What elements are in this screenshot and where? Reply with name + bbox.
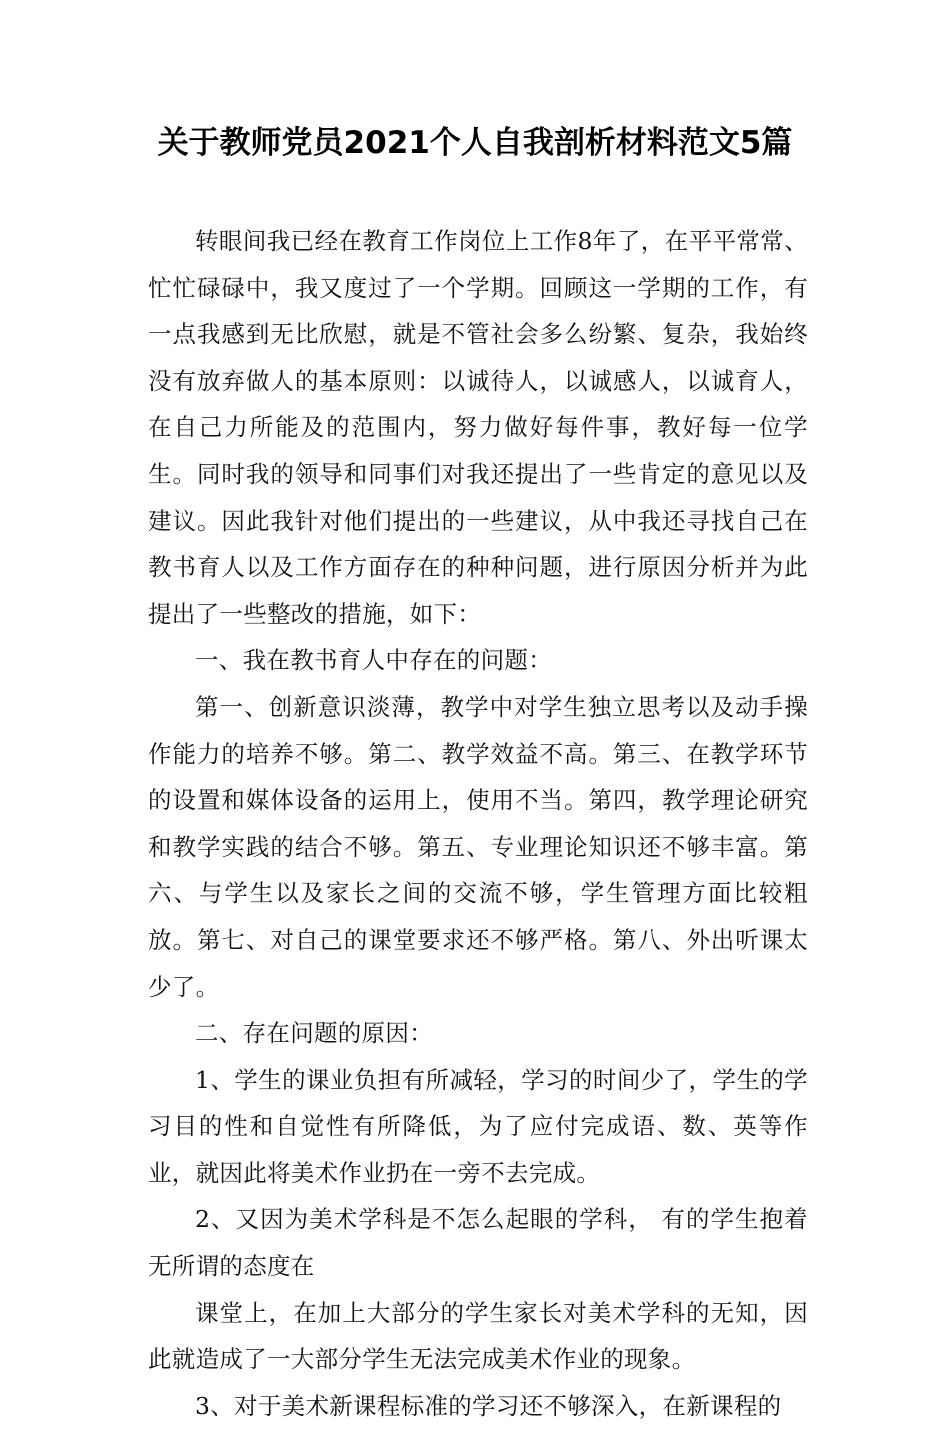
paragraph-cause-2: 2、又因为美术学科是不怎么起眼的学科， 有的学生抱着无所谓的态度在 — [148, 1205, 808, 1281]
paragraph-cause-2-continued: 课堂上，在加上大部分的学生家长对美术学科的无知，因此就造成了一大部分学生无法完成美术作业的现象。 — [148, 1298, 808, 1374]
paragraph-problems-list: 第一、创新意识淡薄，教学中对学生独立思考以及动手操作能力的培养不够。第二、教学效益不高。第三、在教学环节的设置和媒体设备的运用上，使用不当。第四，教学理论研究和教学实践的结合不够。第五、专业理论知识还不够丰富。第六、与学生以及家长之间的交流不够，学生管理方面比较粗放。第七、对自己的课堂要求还不够严格。第八、外出听课太少了。 — [148, 692, 808, 1001]
document-body — [148, 218, 808, 1429]
paragraph-cause-3: 3、对于美术新课程标准的学习还不够深入，在新课程的 — [195, 1391, 782, 1420]
paragraph-cause-1: 1、学生的课业负担有所减轻，学习的时间少了，学生的学习目的性和自觉性有所降低，为了应付完成语、数、英等作业，就因此将美术作业扔在一旁不去完成。 — [148, 1065, 808, 1187]
section-heading-causes: 二、存在问题的原因： — [195, 1019, 433, 1048]
paragraph-intro: 转眼间我已经在教育工作岗位上工作8年了，在平平常常、忙忙碌碌中，我又度过了一个学期。回顾这一学期的工作，有一点我感到无比欣慰，就是不管社会多么纷繁、复杂，我始终没有放弃做人的基本原则：以诚待人，以诚感人，以诚育人，在自己力所能及的范围内，努力做好每件事，教好每一位学生。同时我的领导和同事们对我还提出了一些肯定的意见以及建议。因此我针对他们提出的一些建议，从中我还寻找自己在教书育人以及工作方面存在的种种问题，进行原因分析并为此提出了一些整改的措施，如下： — [148, 227, 808, 628]
section-heading-problems: 一、我在教书育人中存在的问题： — [195, 646, 552, 675]
document-title: 关于教师党员2021个人自我剖析材料范文5篇 — [157, 125, 793, 161]
